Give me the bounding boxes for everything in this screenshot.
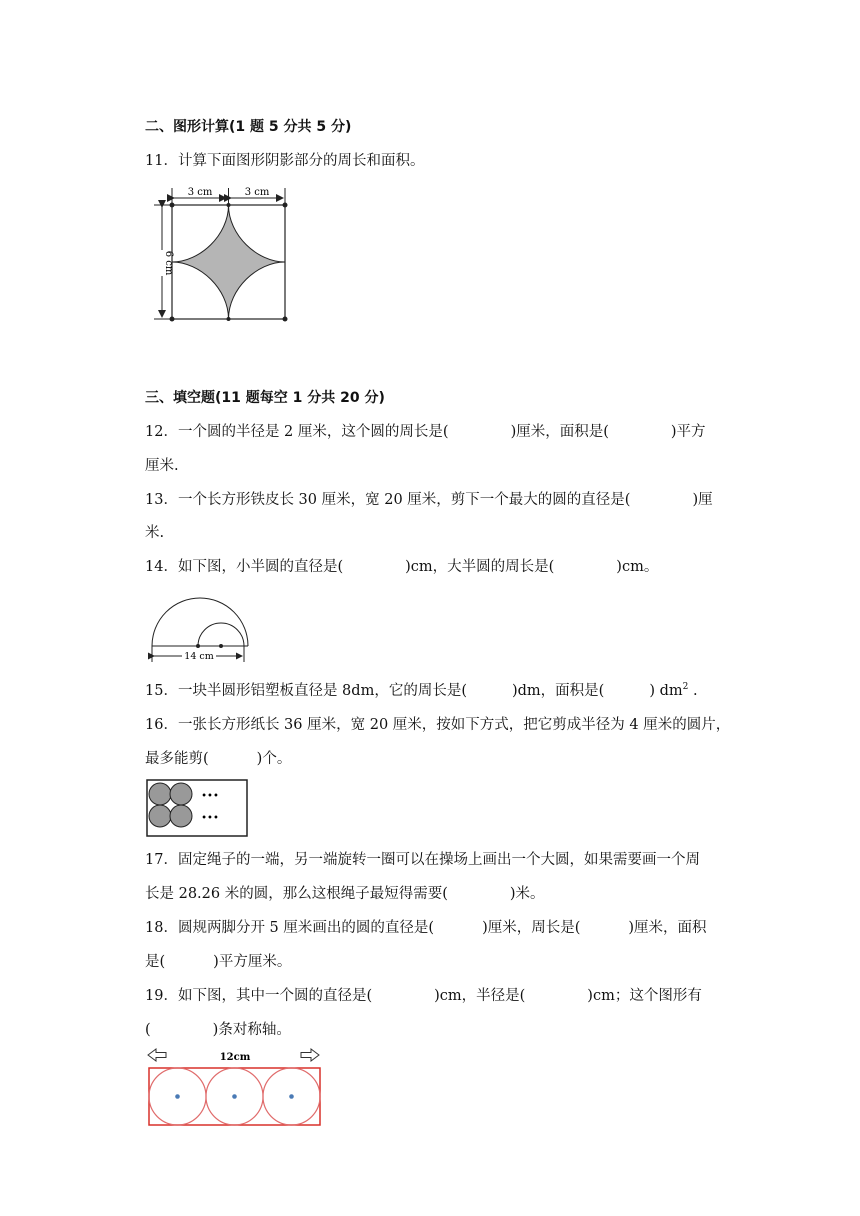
q18-text-c: )厘米，面积 [628,920,707,936]
q18-text-e: )平方厘米。 [213,954,292,970]
q12-text-b: )厘米，面积是( [510,424,609,440]
q15-superscript: 2 [682,682,689,692]
q15-text-d: . [688,683,698,699]
dim-top-left: 3 cm [187,187,213,198]
question-17-line1: 17．固定绳子的一端，另一端旋转一圈可以在操场上画出一个大圆，如果需要画一个周 [145,852,700,868]
dim-top-right: 3 cm [244,187,270,198]
q19-text-e: )条对称轴。 [212,1022,291,1038]
q19-text-c: )cm；这个图形有 [587,988,702,1004]
section2-heading: 二、图形计算(1 题 5 分共 5 分) [145,119,352,135]
q16-dots-top: ••• [201,791,219,802]
question-19 [145,986,702,1006]
q14-text-b: )cm，大半圆的周长是( [405,559,555,575]
question-18 [145,918,707,938]
q12-text-a: 12．一个圆的半径是 2 厘米，这个圆的周长是( [145,424,449,440]
figure-19-three-circles [145,1046,325,1132]
left-arrow-icon [148,1049,166,1061]
q19-text-d: ( [145,1022,151,1038]
q14-figure-label: 14 cm [184,651,214,662]
q13-text-a: 13．一个长方形铁皮长 30 厘米，宽 20 厘米，剪下一个最大的圆的直径是( [145,492,631,508]
q18-text-b: )厘米，周长是( [482,920,581,936]
q16-text-a: 最多能剪( [145,751,209,767]
q17-text-b: )米。 [509,886,545,902]
q12-text-c: )平方 [670,424,706,440]
question-13 [145,490,713,510]
q15-text-b: )dm，面积是( [511,683,605,699]
q19-figure-label: 12cm [219,1052,251,1063]
figure-14-semicircles [140,590,260,670]
question-16-line1: 16．一张长方形纸长 36 厘米，宽 20 厘米，按如下方式，把它剪成半径为 4 厘米的圆片， [145,717,731,733]
right-arrow-icon [301,1049,319,1061]
question-17-line2 [145,884,545,904]
question-19-line2 [145,1020,291,1040]
question-12 [145,422,706,442]
question-14 [145,557,658,577]
q13-line2: 米. [145,525,165,541]
q18-text-d: 是( [145,954,166,970]
q16-text-b: )个。 [256,751,292,767]
q15-text-a: 15．一块半圆形铝塑板直径是 8dm，它的周长是( [145,683,467,699]
q14-text-a: 14．如下图，小半圆的直径是( [145,559,344,575]
figure-11-star-square [140,180,300,330]
question-15 [145,681,698,701]
q19-text-a: 19．如下图，其中一个圆的直径是( [145,988,373,1004]
q16-dots-bottom: ••• [201,813,219,824]
question-16-line2 [145,749,291,769]
q14-text-c: )cm。 [616,559,659,575]
q13-text-b: )厘 [692,492,713,508]
q15-text-c: ) dm [649,683,683,699]
dim-side: 6 cm [163,250,174,276]
q17-text-a: 长是 28.26 米的圆，那么这根绳子最短得需要( [145,886,448,902]
q18-text-a: 18．圆规两脚分开 5 厘米画出的圆的直径是( [145,920,435,936]
figure-16-circles-in-rectangle [145,778,250,840]
question-18-line2 [145,952,291,972]
q12-line2: 厘米. [145,458,179,474]
section3-heading: 三、填空题(11 题每空 1 分共 20 分) [145,390,385,406]
question-11: 11．计算下面图形阴影部分的周长和面积。 [145,153,425,169]
q19-text-b: )cm，半径是( [434,988,526,1004]
